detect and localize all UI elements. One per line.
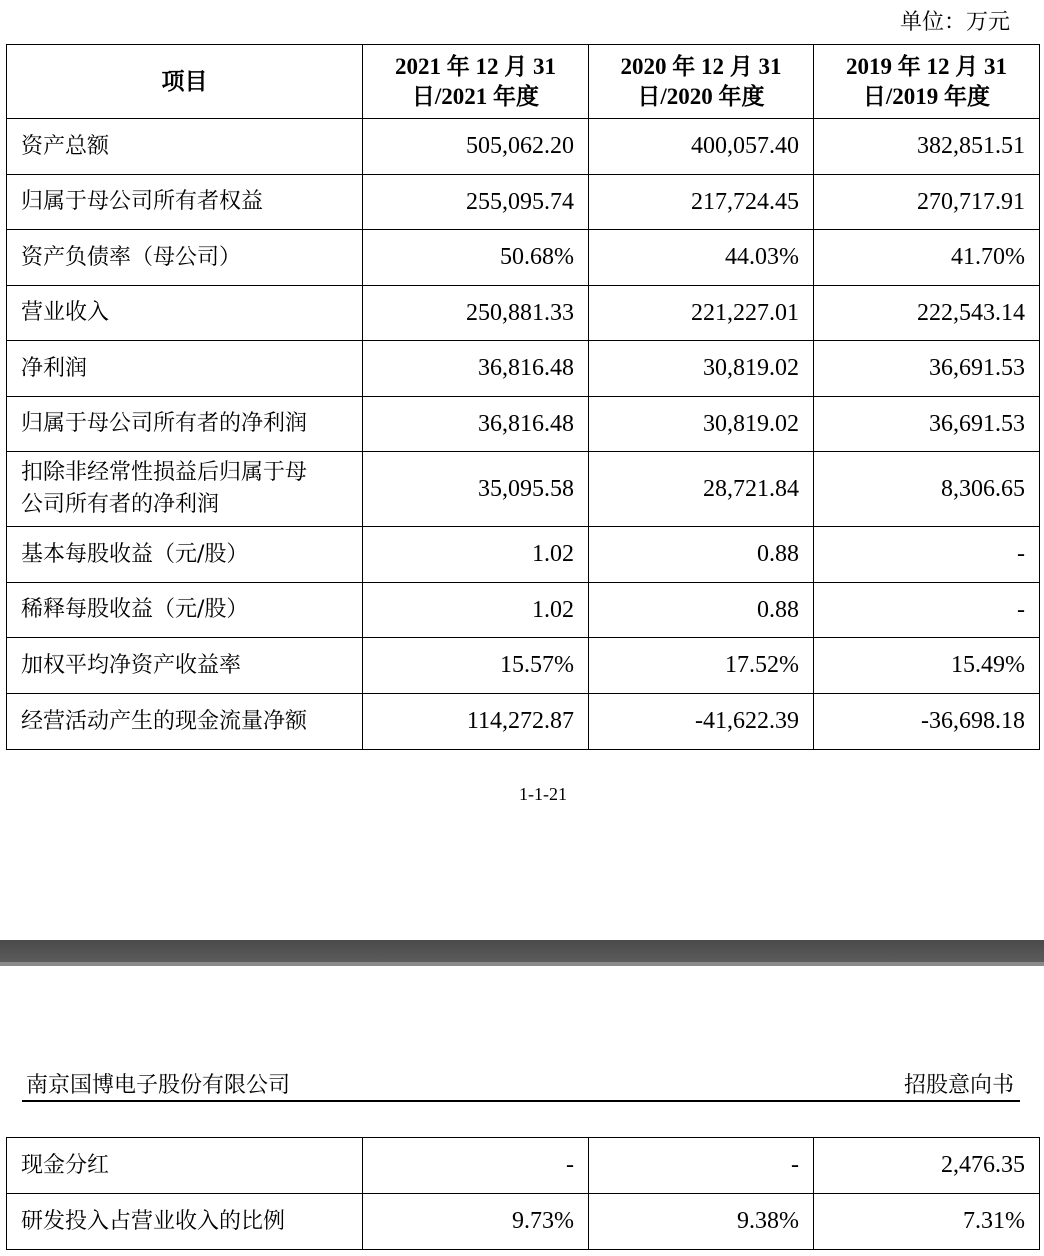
value-2019: 270,717.91 bbox=[814, 175, 1040, 230]
value-2019: 7.31% bbox=[814, 1194, 1040, 1250]
row-label: 现金分红 bbox=[7, 1138, 363, 1194]
row-label: 资产总额 bbox=[7, 119, 363, 175]
financial-summary-table bbox=[6, 44, 1040, 750]
row-label: 加权平均净资产收益率 bbox=[7, 638, 363, 694]
value-2021: 1.02 bbox=[363, 583, 589, 638]
row-label-line2: 公司所有者的净利润 bbox=[21, 492, 220, 517]
value-2020: 30,819.02 bbox=[589, 397, 814, 452]
table-row bbox=[7, 1194, 1040, 1250]
table-row bbox=[7, 694, 1040, 750]
value-2019: 8,306.65 bbox=[814, 452, 1040, 527]
value-2019: 382,851.51 bbox=[814, 119, 1040, 175]
table-row bbox=[7, 397, 1040, 452]
value-2020: 44.03% bbox=[589, 230, 814, 286]
value-2019: - bbox=[814, 583, 1040, 638]
value-2019: 36,691.53 bbox=[814, 397, 1040, 452]
table-row bbox=[7, 583, 1040, 638]
page-separator bbox=[0, 940, 1044, 966]
header-2021: 2021 年 12 月 31 日/2021 年度 bbox=[363, 45, 589, 119]
value-2021: 114,272.87 bbox=[363, 694, 589, 750]
value-2020: 0.88 bbox=[589, 527, 814, 583]
value-2021: 505,062.20 bbox=[363, 119, 589, 175]
table-header-row bbox=[7, 45, 1040, 119]
value-2020: 221,227.01 bbox=[589, 286, 814, 341]
value-2019: 41.70% bbox=[814, 230, 1040, 286]
table-row bbox=[7, 638, 1040, 694]
row-label: 归属于母公司所有者的净利润 bbox=[7, 397, 363, 452]
row-label-line1: 扣除非经常性损益后归属于母 bbox=[21, 460, 308, 485]
value-2021: 35,095.58 bbox=[363, 452, 589, 527]
value-2021: 250,881.33 bbox=[363, 286, 589, 341]
row-label: 营业收入 bbox=[7, 286, 363, 341]
table-row bbox=[7, 286, 1040, 341]
value-2019: -36,698.18 bbox=[814, 694, 1040, 750]
company-name: 南京国博电子股份有限公司 bbox=[26, 1073, 291, 1098]
value-2019: 36,691.53 bbox=[814, 341, 1040, 397]
document-type: 招股意向书 bbox=[903, 1073, 1014, 1098]
value-2021: 255,095.74 bbox=[363, 175, 589, 230]
page-number: 1-1-21 bbox=[519, 784, 567, 804]
row-label: 稀释每股收益（元/股） bbox=[7, 583, 363, 638]
financial-summary-table-continued bbox=[6, 1137, 1040, 1250]
value-2020: 0.88 bbox=[589, 583, 814, 638]
value-2021: 50.68% bbox=[363, 230, 589, 286]
unit-label: 单位：万元 bbox=[899, 10, 1010, 35]
header-2019: 2019 年 12 月 31 日/2019 年度 bbox=[814, 45, 1040, 119]
row-label: 经营活动产生的现金流量净额 bbox=[7, 694, 363, 750]
value-2019: 222,543.14 bbox=[814, 286, 1040, 341]
value-2021: 15.57% bbox=[363, 638, 589, 694]
row-label: 资产负债率（母公司） bbox=[7, 230, 363, 286]
value-2021: 9.73% bbox=[363, 1194, 589, 1250]
value-2020: 217,724.45 bbox=[589, 175, 814, 230]
value-2020: -41,622.39 bbox=[589, 694, 814, 750]
row-label: 基本每股收益（元/股） bbox=[7, 527, 363, 583]
value-2020: 9.38% bbox=[589, 1194, 814, 1250]
table-row bbox=[7, 119, 1040, 175]
row-label: 净利润 bbox=[7, 341, 363, 397]
table-row bbox=[7, 452, 1040, 527]
value-2020: - bbox=[589, 1138, 814, 1194]
table-row bbox=[7, 175, 1040, 230]
value-2019: - bbox=[814, 527, 1040, 583]
value-2021: - bbox=[363, 1138, 589, 1194]
value-2021: 36,816.48 bbox=[363, 397, 589, 452]
value-2020: 28,721.84 bbox=[589, 452, 814, 527]
value-2020: 400,057.40 bbox=[589, 119, 814, 175]
row-label: 研发投入占营业收入的比例 bbox=[7, 1194, 363, 1250]
row-label: 归属于母公司所有者权益 bbox=[7, 175, 363, 230]
value-2020: 30,819.02 bbox=[589, 341, 814, 397]
header-item: 项目 bbox=[7, 45, 363, 119]
table-row bbox=[7, 341, 1040, 397]
table-row bbox=[7, 527, 1040, 583]
row-label bbox=[7, 452, 363, 527]
value-2021: 36,816.48 bbox=[363, 341, 589, 397]
table-row bbox=[7, 230, 1040, 286]
table-row bbox=[7, 1138, 1040, 1194]
value-2019: 2,476.35 bbox=[814, 1138, 1040, 1194]
value-2021: 1.02 bbox=[363, 527, 589, 583]
header-2020: 2020 年 12 月 31 日/2020 年度 bbox=[589, 45, 814, 119]
value-2020: 17.52% bbox=[589, 638, 814, 694]
value-2019: 15.49% bbox=[814, 638, 1040, 694]
page-header bbox=[22, 1066, 1020, 1102]
